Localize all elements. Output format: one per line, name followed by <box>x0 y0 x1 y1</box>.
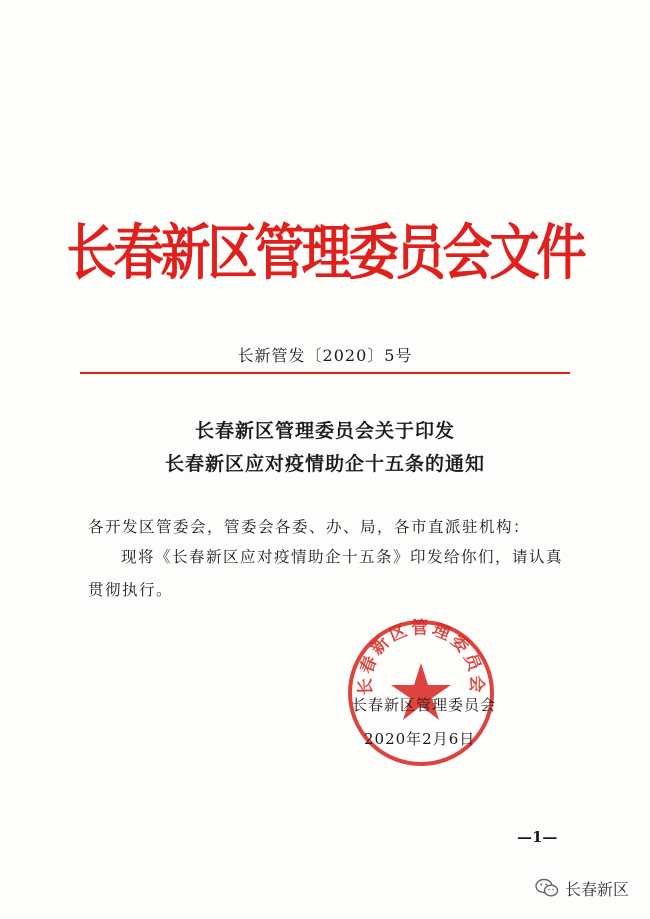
document-number: 长新管发〔2020〕5号 <box>237 346 413 365</box>
document-header-title: 长春新区管理委员会文件 <box>66 218 584 288</box>
signature-org: 长春新区管理委员会 <box>352 696 497 714</box>
signature-date: 2020年2月6日 <box>364 730 476 748</box>
svg-text:长春新区管理委员会: 长春新区管理委员会 <box>355 618 487 696</box>
notice-title-line1: 长春新区管理委员会关于印发 <box>194 420 455 442</box>
notice-title-line2: 长春新区应对疫情助企十五条的通知 <box>164 453 485 475</box>
body-paragraph-line1: 现将《长春新区应对疫情助企十五条》印发给你们，请认真 <box>121 548 564 566</box>
body-paragraph-line2: 贯彻执行。 <box>88 581 174 599</box>
page-number: —1— <box>517 828 558 846</box>
wechat-icon <box>535 878 559 898</box>
addressee-line: 各开发区管委会，管委会各委、办、局，各市直派驻机构： <box>88 518 531 536</box>
watermark-label: 长春新区 <box>565 879 630 899</box>
watermark <box>535 876 629 900</box>
header-divider <box>80 372 570 374</box>
